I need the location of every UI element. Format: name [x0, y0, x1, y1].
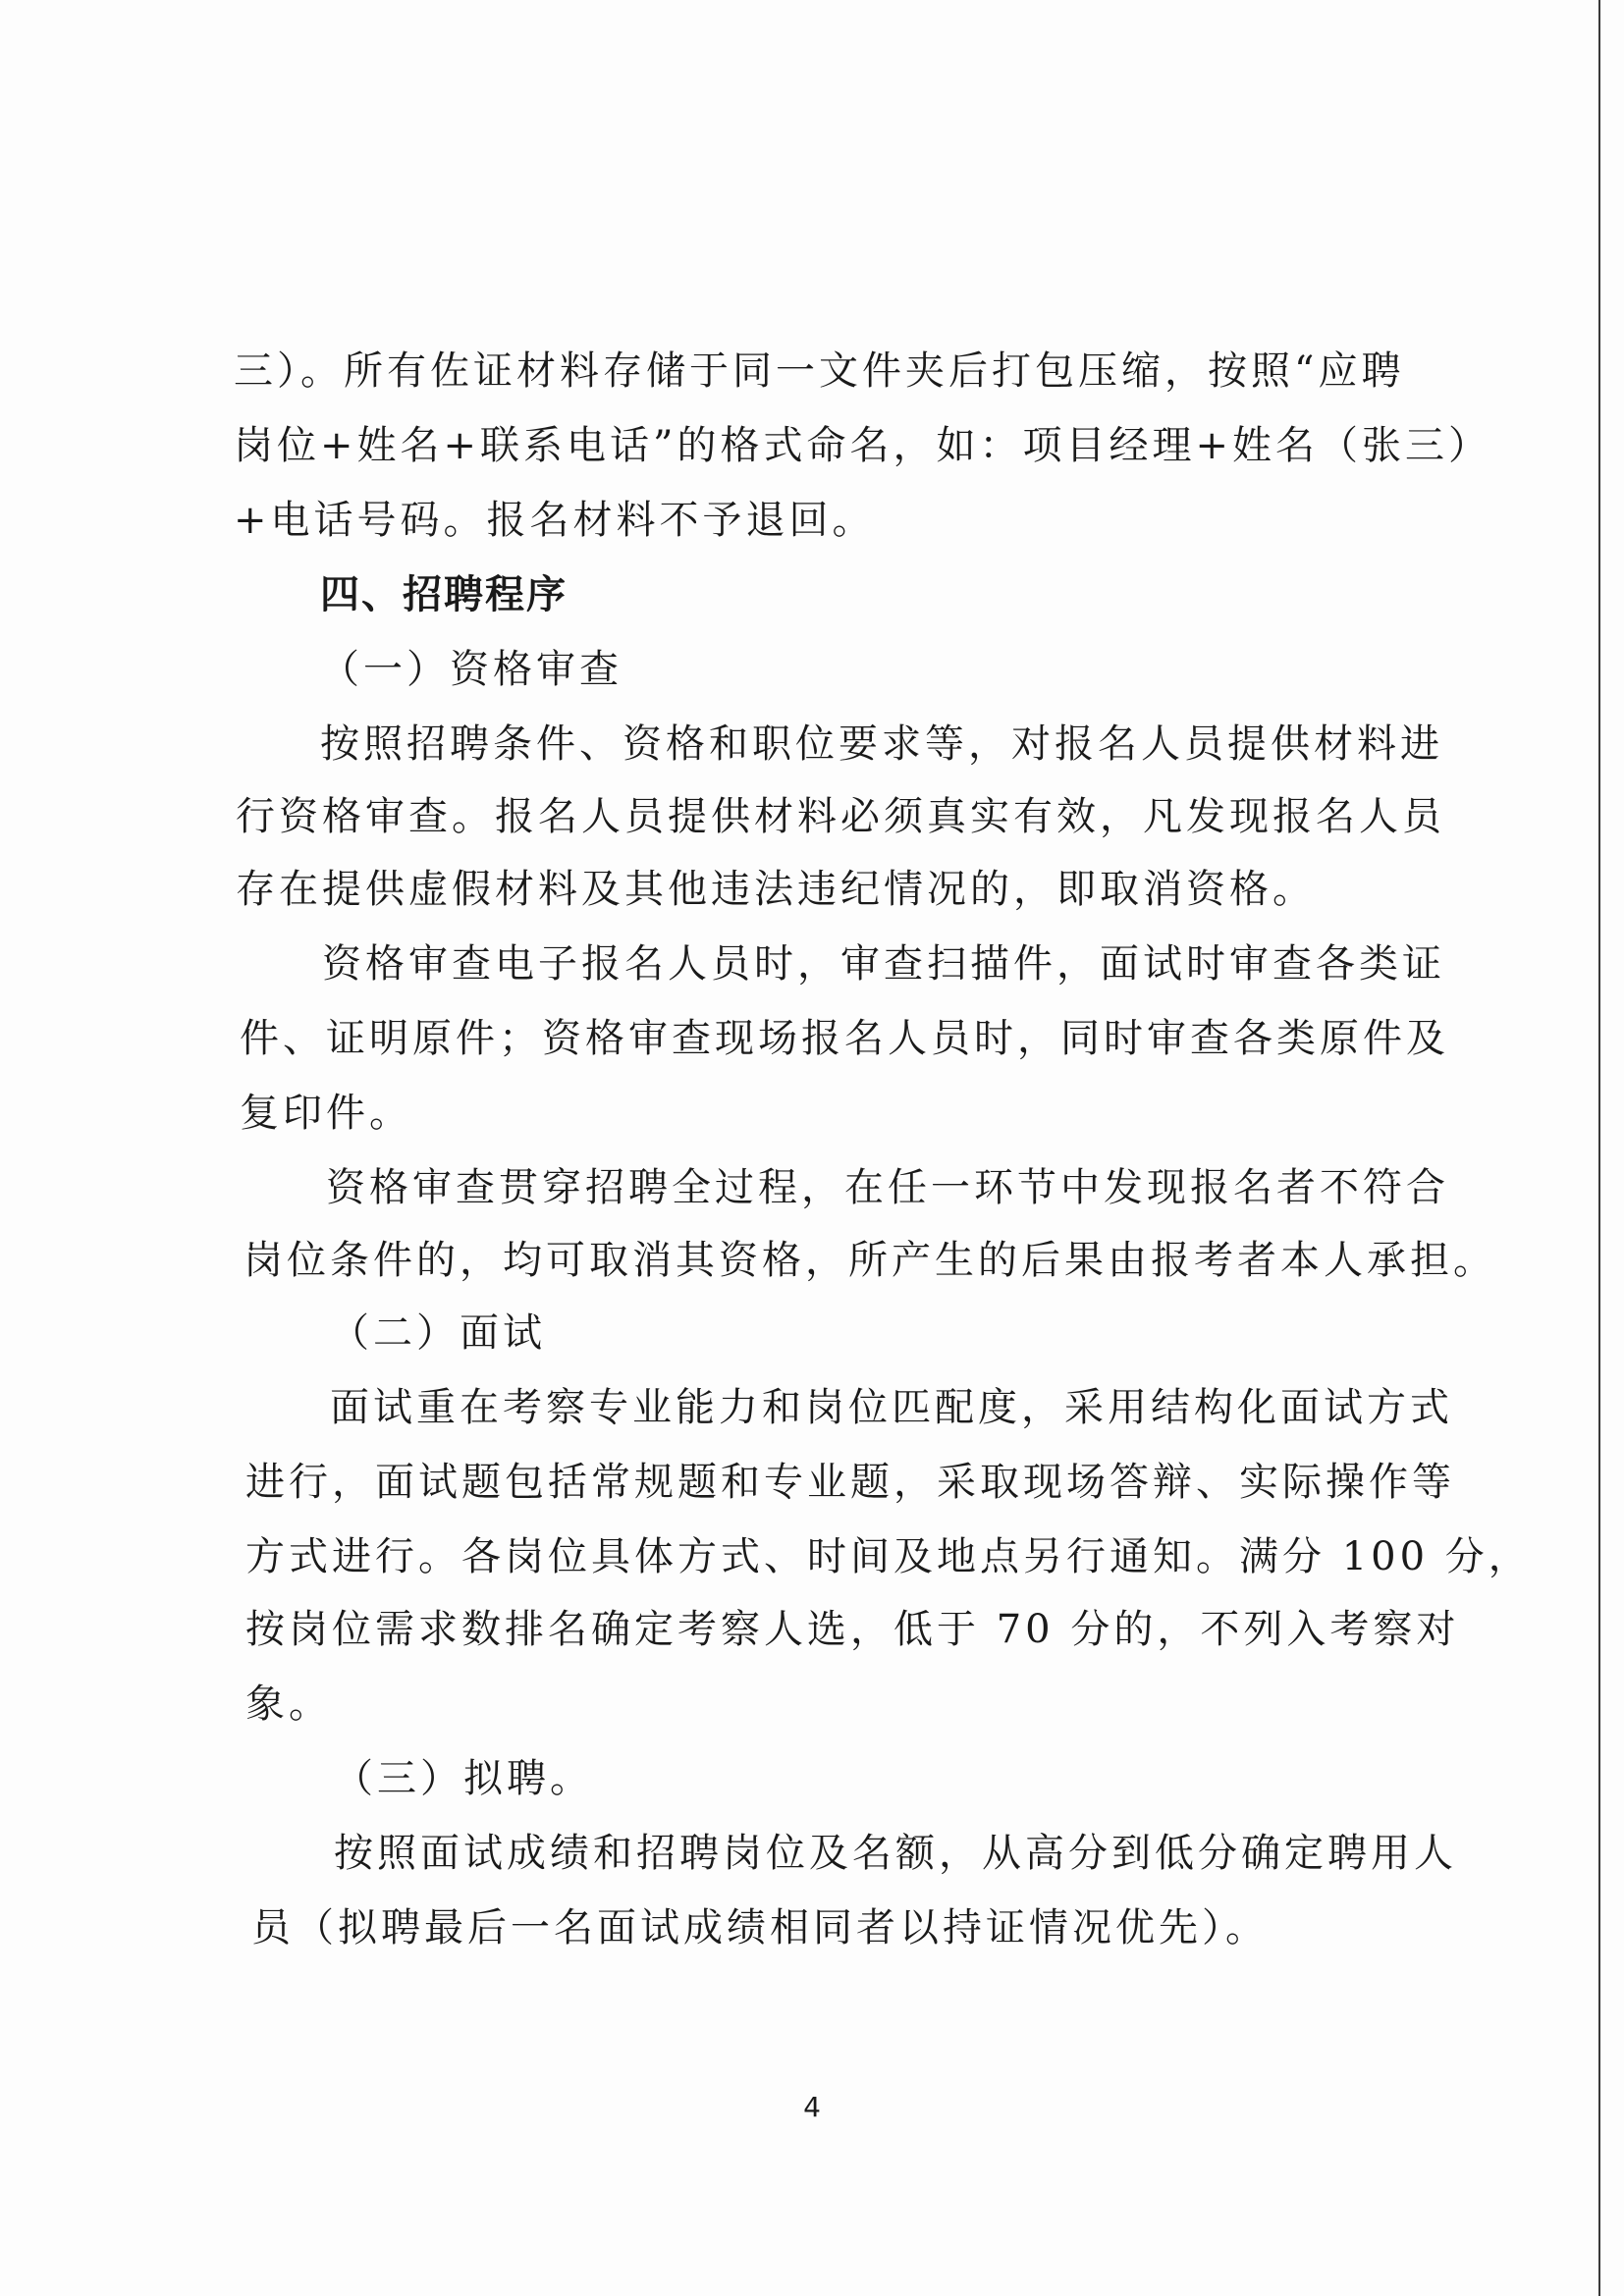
text-line: +电话号码。报名材料不予退回。	[234, 498, 876, 543]
text-line: 进行，面试题包括常规题和专业题，采取现场答辩、实际操作等	[245, 1460, 1455, 1505]
text-line: 资格审查贯穿招聘全过程，在任一环节中发现报名者不符合	[326, 1165, 1449, 1210]
subsection-heading: （二）面试	[330, 1310, 546, 1356]
text-line: 资格审查电子报名人员时，审查扫描件，面试时审查各类证	[322, 941, 1445, 987]
section-heading: 四、招聘程序	[320, 572, 568, 617]
subsection-heading: （三）拟聘。	[334, 1756, 593, 1801]
text-line: 存在提供虚假材料及其他违法违纪情况的，即取消资格。	[236, 867, 1316, 912]
text-line: 复印件。	[240, 1091, 412, 1136]
text-line: 三）。所有佐证材料存储于同一文件夹后打包压缩，按照“应聘	[234, 348, 1405, 394]
text-line: 员（拟聘最后一名面试成绩相同者以持证情况优先）。	[251, 1905, 1269, 1950]
text-line: 按照招聘条件、资格和职位要求等，对报名人员提供材料进	[320, 721, 1443, 767]
text-line: 按岗位需求数排名确定考察人选，低于 70 分的，不列入考察对	[245, 1607, 1460, 1652]
text-line: 方式进行。各岗位具体方式、时间及地点另行通知。满分 100 分，	[245, 1534, 1532, 1579]
scan-edge-line	[1598, 0, 1600, 2296]
text-line: 象。	[245, 1682, 332, 1727]
text-line: 行资格审查。报名人员提供材料必须真实有效，凡发现报名人员	[236, 794, 1445, 839]
text-line: 件、证明原件；资格审查现场报名人员时，同时审查各类原件及	[240, 1016, 1449, 1061]
page-number: 4	[803, 2091, 821, 2123]
text-line: 岗位+姓名+联系电话”的格式命名，如：项目经理+姓名（张三）	[234, 423, 1491, 468]
text-line: 岗位条件的，均可取消其资格，所产生的后果由报考者本人承担。	[244, 1238, 1496, 1283]
subsection-heading: （一）资格审查	[320, 647, 623, 692]
text-line: 按照面试成绩和招聘岗位及名额，从高分到低分确定聘用人	[334, 1831, 1457, 1876]
text-line: 面试重在考察专业能力和岗位匹配度，采用结构化面试方式	[330, 1385, 1453, 1430]
